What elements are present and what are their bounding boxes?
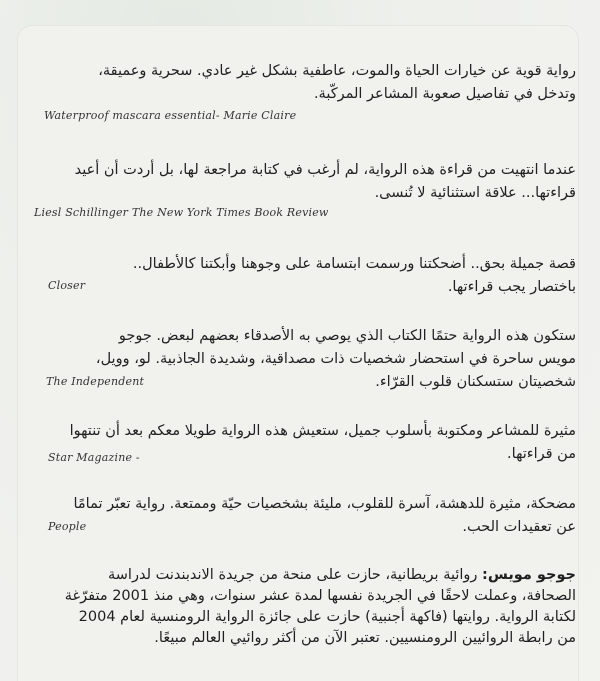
bio-first-line bbox=[46, 565, 576, 586]
review-line: وتدخل في تفاصيل صعوبة المشاعر المركّبة. bbox=[313, 86, 576, 102]
review-source: The Independent bbox=[46, 375, 145, 388]
review-line: شخصيتان ستسكنان قلوب القرّاء. bbox=[375, 374, 576, 390]
review-line: رواية قوية عن خيارات الحياة والموت، عاطفية بشكل غير عادي. سحرية وعميقة، bbox=[98, 63, 576, 79]
review-quote bbox=[56, 60, 576, 106]
review-line: مثيرة للمشاعر ومكتوبة بأسلوب جميل، ستعيش هذه الرواية طويلا معكم بعد أن تنتهوا bbox=[69, 423, 576, 439]
review-source: Star Magazine - bbox=[48, 451, 140, 464]
review-line: من قراءتها. bbox=[507, 446, 576, 462]
review-source: People bbox=[48, 520, 87, 533]
review-quote bbox=[56, 493, 576, 539]
review-line: عندما انتهيت من قراءة هذه الرواية، لم أرغب في كتابة مراجعة لها، بل أردت أن أعيد bbox=[74, 162, 576, 178]
review-line: مضحكة، مثيرة للدهشة، آسرة للقلوب، مليئة بشخصيات حيّة وممتعة. رواية تعبّر تمامًا bbox=[73, 496, 576, 512]
author-bio bbox=[46, 565, 576, 649]
review-line: مويس ساحرة في استحضار شخصيات ذات مصداقية، وشديدة الجاذبية. لو، وويل، bbox=[95, 351, 576, 367]
review-line: باختصار يجب قراءتها. bbox=[447, 279, 576, 295]
bio-line: لكتابة الرواية. روايتها (فاكهة أجنبية) حازت على جائزة الرواية الرومنسية لعام 2004 bbox=[78, 609, 576, 625]
author-name: جوجو مويس: bbox=[482, 567, 576, 583]
bio-line: من رابطة الروائيين الرومنسيين. تعتبر الآن من أكثر روائيي العالم مبيعًا. bbox=[154, 630, 576, 646]
bio-text: روائية بريطانية، حازت على منحة من جريدة الاندبندنت لدراسة bbox=[108, 567, 483, 583]
review-source: Waterproof mascara essential- Marie Claire bbox=[44, 109, 297, 122]
review-source: Closer bbox=[48, 279, 86, 292]
review-line: ستكون هذه الرواية حتمًا الكتاب الذي يوصي به الأصدقاء بعضهم لبعض. جوجو bbox=[118, 328, 576, 344]
review-quote bbox=[56, 159, 576, 205]
review-line: قراءتها... علاقة استثنائية لا تُنسى. bbox=[374, 185, 576, 201]
bio-line: الصحافة، وعملت لاحقًا في الجريدة نفسها لمدة عشر سنوات، وهي منذ 2001 متفرّغة bbox=[64, 588, 576, 604]
review-source: Liesl Schillinger The New York Times Book Review bbox=[34, 206, 329, 219]
review-line: قصة جميلة بحق.. أضحكتنا ورسمت ابتسامة على وجوهنا وأبكتنا كالأطفال.. bbox=[132, 256, 576, 272]
review-quote bbox=[56, 253, 576, 299]
review-line: عن تعقيدات الحب. bbox=[462, 519, 576, 535]
